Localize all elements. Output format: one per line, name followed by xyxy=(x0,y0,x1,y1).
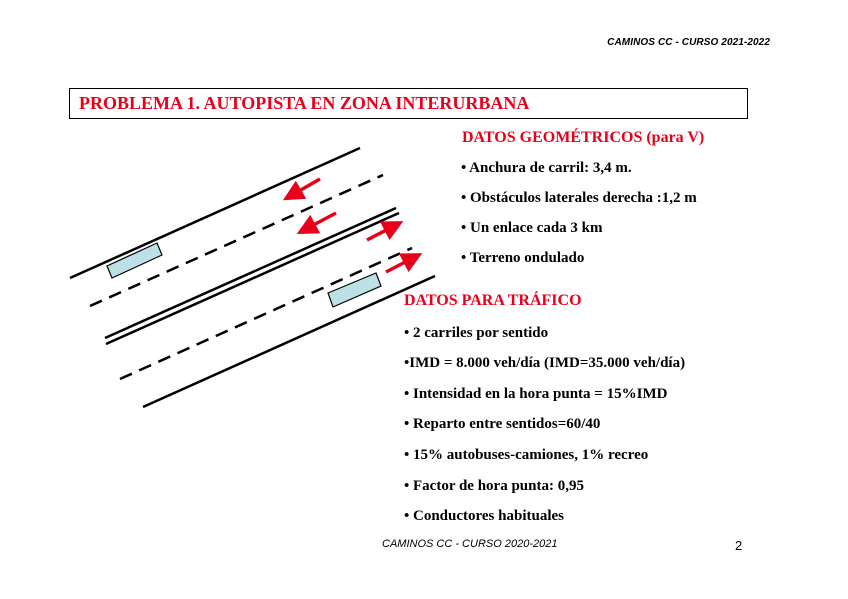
arrow-left-1 xyxy=(292,179,320,195)
geometric-item: • Anchura de carril: 3,4 m. xyxy=(461,160,632,176)
title-box xyxy=(69,88,748,119)
page-number: 2 xyxy=(735,538,743,553)
arrow-right-1 xyxy=(367,226,394,240)
geometric-heading: DATOS GEOMÉTRICOS (para V) xyxy=(462,129,705,146)
page-title: PROBLEMA 1. AUTOPISTA EN ZONA INTERURBANA xyxy=(79,93,530,113)
median-line-1 xyxy=(105,208,396,338)
road-edge-bottom xyxy=(143,276,435,407)
traffic-item: • Factor de hora punta: 0,95 xyxy=(404,478,584,494)
traffic-item: • Conductores habituales xyxy=(404,508,564,524)
road-edge-top xyxy=(70,148,360,278)
arrow-left-2 xyxy=(306,213,336,229)
traffic-item: • 15% autobuses-camiones, 1% recreo xyxy=(404,447,649,463)
footer-course-label: CAMINOS CC - CURSO 2020-2021 xyxy=(382,538,558,550)
traffic-item: • 2 carriles por sentido xyxy=(404,325,549,341)
traffic-item: • Intensidad en la hora punta = 15%IMD xyxy=(404,386,668,402)
traffic-heading: DATOS PARA TRÁFICO xyxy=(404,292,582,309)
geometric-item: • Un enlace cada 3 km xyxy=(461,220,603,236)
vehicle-bottom xyxy=(328,273,381,307)
highway-diagram xyxy=(60,135,460,425)
traffic-item: • Reparto entre sentidos=60/40 xyxy=(404,416,601,432)
arrow-right-2 xyxy=(386,258,413,272)
geometric-item: • Obstáculos laterales derecha :1,2 m xyxy=(461,190,697,206)
lane-divider-bottom xyxy=(120,248,412,379)
header-course-label: CAMINOS CC - CURSO 2021-2022 xyxy=(607,37,770,48)
geometric-item: • Terreno ondulado xyxy=(461,250,585,266)
traffic-item: •IMD = 8.000 veh/día (IMD=35.000 veh/día) xyxy=(404,355,686,371)
